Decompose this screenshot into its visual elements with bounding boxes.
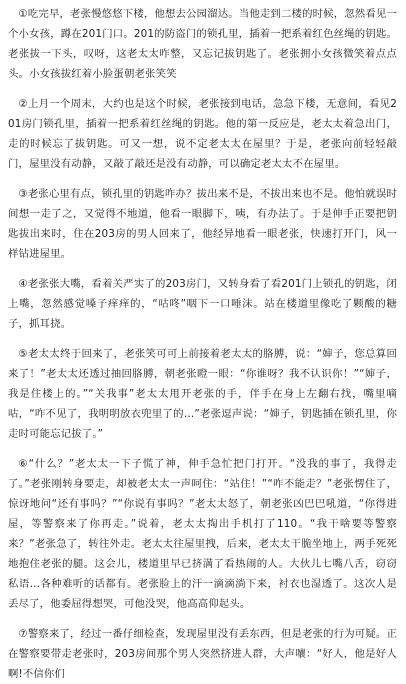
paragraph-1: ①吃完早，老张慢悠悠下楼，他想去公园溜达。当他走到二楼的时候，忽然看见一个小女孩，蹲在201门口。201的防盗门的锁孔里，插着一把系着红色丝绳的钥匙。老张拔一下头，叹呀，这老太太咋整，又忘记拔钥匙了。老张拥小女孩微笑着点点头。小女孩拔红着小脸蛋朝老张笑笑 xyxy=(8,8,397,80)
paragraph-6: ⑥“什么？”老太太一下子慌了神，伸手急忙把门打开。“没我的事了，我得走了。”老张刚转身要走，却被老太太一声呵住：“站住！”“咋不能走？”老张愣住了，惊讶地问“还有事吗？”“你说有事吗？”老太太怒了，朝老张凶巴巴吼道，“你得进屋，等警察来了你再走。”说着，老太太掏出手机打了110。“我干啥要等警察来？”老张急了，转往外走。老太太往屋里拽，后来，老太太干脆坐地上，两手死死地抱住老张的腿。这会儿，楼道里早已挤满了看热闹的人。大伙儿七嘴八舌，窃窃私语…各种难听的话都有。老张脸上的汗一滴滴淌下来，衬衣也湿透了。这次人是丢尽了，他委屈得想哭，可他没哭，他高高仰起头。 xyxy=(8,458,397,610)
paragraph-7: ⑦警察来了，经过一番仔细检查，发现屋里没有丢东西，但是老张的行为可疑。正在警察要带走老张时，203房间那个男人突然挤进人群，大声嚷：“好人，他是好人啊!不信你们 xyxy=(8,628,397,680)
paragraph-5: ⑤老太太终于回来了，老张笑可可上前接着老太太的胳膊，说：“婶子，您总算回来了！”老太太还透过抽回胳膊，朝老张瞪一眼：“你谁呀？我不认识你！”“婶子，我是住楼上的。”“关我事”老太太甩开老张的手，伴手在身上左翻右找，嘴里嘀咕，“咋不见了，我明明放衣兜里了的…”老张逗声说：“婶子，钥匙插在锁孔里，你走时可能忘记拔了。” xyxy=(8,348,397,440)
paragraph-3: ③老张心里有点，锁孔里的钥匙咋办？拔出来不是，不拔出来也不是。他怕就误时间想一走了之，又觉得不地道，他看一眼脚下，咦，有办法了。于是伸手正要把钥匙拔出来时，住在203房的男人回来了，他经异地看一眼老张，快速打开门，风一样钻进屋里。 xyxy=(8,188,397,260)
paragraph-2: ②上月一个周末，大约也是这个时候，老张接到电话，急急下楼，无意间，看见201房门锁孔里，插着一把系着红丝绳的钥匙。他的第一反应是，老太太着急出门，走的时候忘了拔钥匙。可又一想，说不定老太太在屋里？于是，老张向前轻轻敲门，屋里没有动静，又敲了敲还是没有动静，可以确定老太太不在屋里。 xyxy=(8,98,397,170)
paragraph-4: ④老张张大嘴，看着关严实了的203房门，又转身看了看201门上锁孔的钥匙，闭上嘴，忽然感觉嗓子痒痒的，“咕咚”咽下一口唾沫。站在楼道里像吃了颗酸的糖子，抓耳挠。 xyxy=(8,278,397,330)
